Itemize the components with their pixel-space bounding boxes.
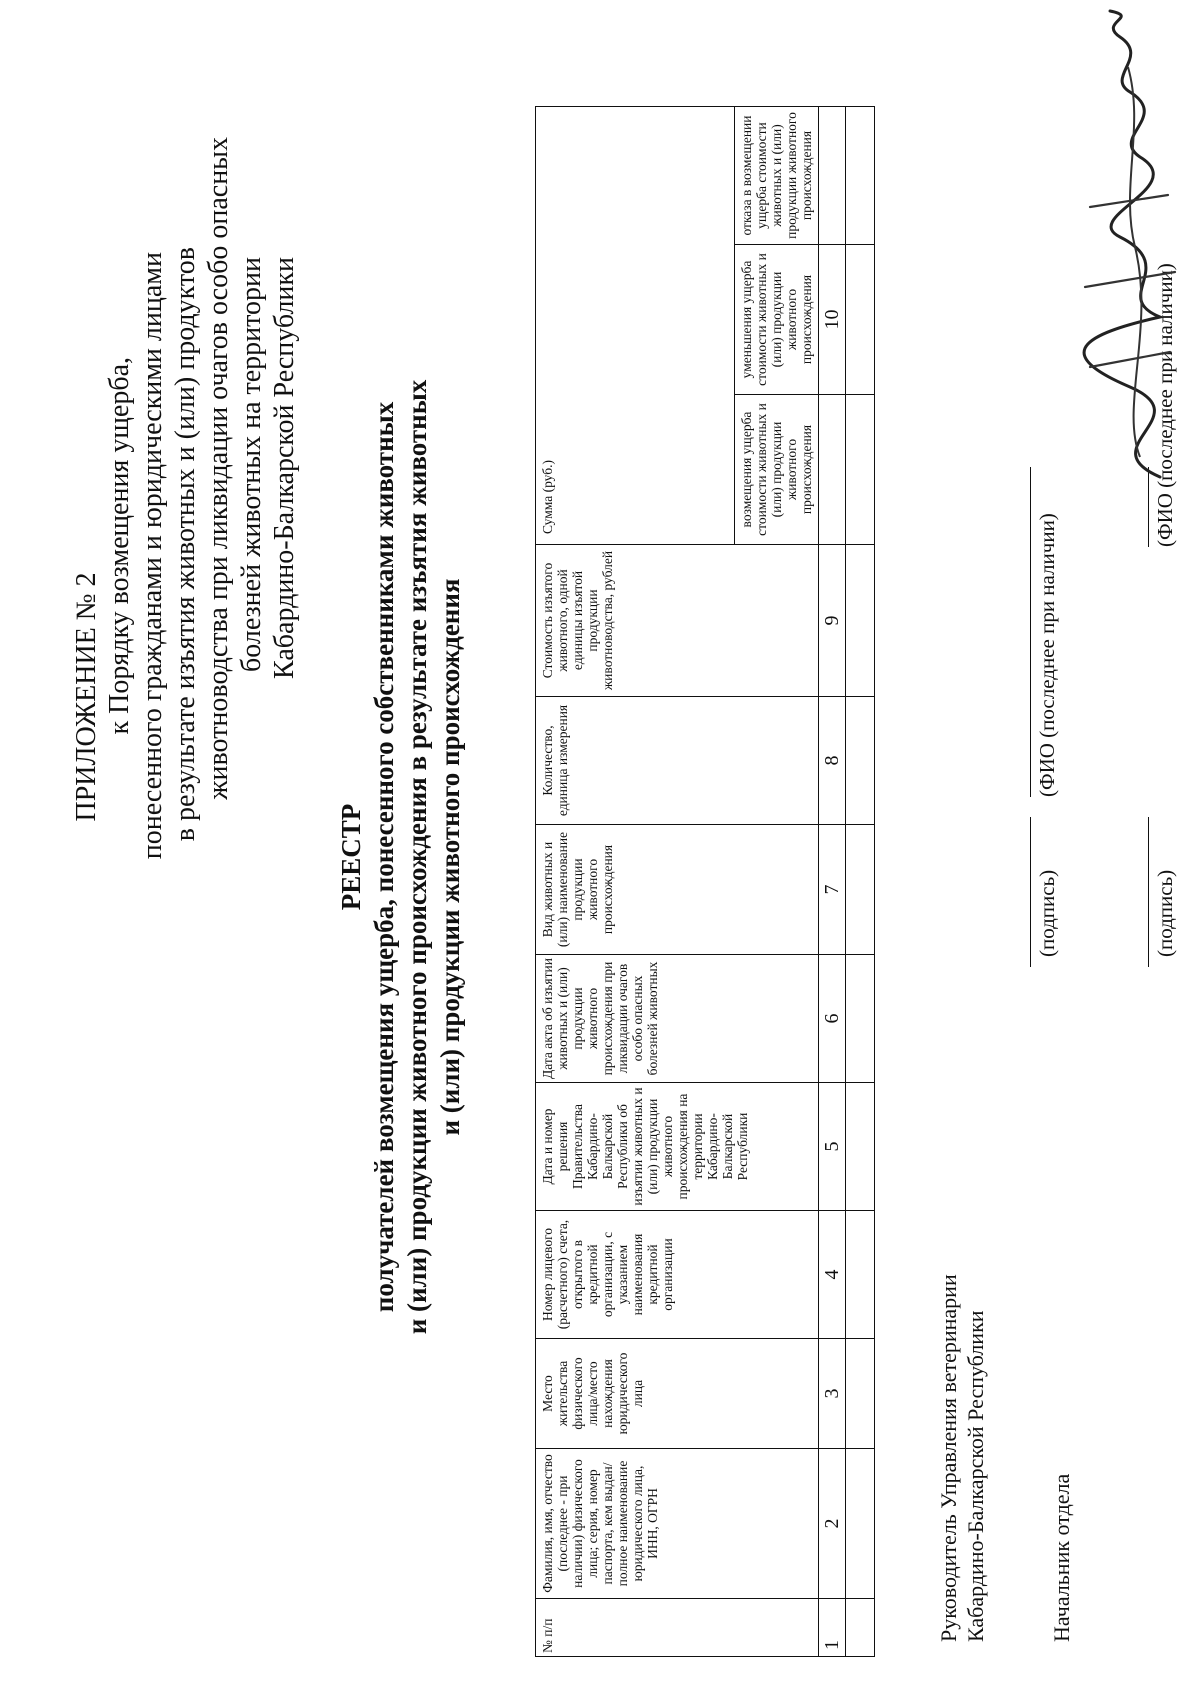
- table-cell: [846, 1449, 875, 1599]
- table-cell: [846, 545, 875, 697]
- header-address: Место жительства физического лица/место нахождения юридического лица: [536, 1339, 819, 1449]
- column-number: 10: [819, 245, 846, 395]
- column-number: 3: [819, 1339, 846, 1449]
- appendix-line: болезней животных на территории: [236, 257, 267, 672]
- header-animal-type: Вид животных и (или) наименование продукции животного происхождения: [536, 825, 819, 955]
- header-quantity: Количество, единица измерения: [536, 697, 819, 825]
- appendix-title: ПРИЛОЖЕНИЕ № 2: [71, 572, 102, 822]
- column-number: 7: [819, 825, 846, 955]
- subheader-compensation: возмещения ущерба стоимости животных и (или) продукции животного происхождения: [735, 395, 819, 545]
- column-number: 8: [819, 697, 846, 825]
- subheader-refusal: отказа в возмещении ущерба стоимости животных и (или) продукции животного происхождения: [735, 107, 819, 245]
- column-number-empty: [819, 107, 846, 245]
- subheader-reduction: уменьшения ущерба стоимости животных и (или) продукции животного происхождения: [735, 245, 819, 395]
- fio-label: (ФИО (последнее при наличии): [1035, 513, 1059, 797]
- column-number: 2: [819, 1449, 846, 1599]
- header-row: [536, 107, 735, 1657]
- table-cell: [846, 825, 875, 955]
- handwritten-signature: [1050, 7, 1200, 487]
- registry-line: и (или) продукции животного происхождения в результате изъятия животных: [402, 379, 432, 1335]
- registry-line: получателей возмещения ущерба, понесенного собственниками животных: [369, 401, 399, 1313]
- head-title-line: Руководитель Управления ветеринарии: [936, 1274, 961, 1642]
- table-row: [846, 107, 875, 1657]
- fio-line: [1030, 467, 1031, 797]
- registry-line: и (или) продукции животного происхождения: [435, 578, 465, 1136]
- table-cell: [846, 1339, 875, 1449]
- header-account: Номер лицевого (расчетного) счета, открытого в кредитной организации, с указанием наименования кредитной организации: [536, 1211, 819, 1339]
- column-number: 1: [819, 1599, 846, 1657]
- column-number: 6: [819, 955, 846, 1083]
- table-cell: [846, 1211, 875, 1339]
- appendix-block: [70, 137, 301, 1517]
- table-cell: [846, 955, 875, 1083]
- registry-heading: РЕЕСТР: [336, 803, 366, 911]
- header-unit-cost: Стоимость изъятого животного, одной единицы изъятой продукции животноводства, рублей: [536, 545, 819, 697]
- table-cell: [846, 1083, 875, 1211]
- table-cell: [846, 395, 875, 545]
- table-cell: [846, 697, 875, 825]
- column-number: 9: [819, 545, 846, 697]
- appendix-line: в результате изъятия животных и (или) продуктов: [170, 247, 201, 842]
- signature-line: [1148, 817, 1149, 967]
- header-act-date: Дата акта об изъятии животных и (или) продукции животного происхождения при ликвидации очагов особо опасных болезней животных: [536, 955, 819, 1083]
- registry-table: [535, 106, 875, 1657]
- table-cell: [846, 107, 875, 245]
- appendix-line: Кабардино-Балкарской Республики: [269, 257, 300, 679]
- table-cell: [846, 1599, 875, 1657]
- header-sum: Сумма (руб.): [536, 107, 735, 545]
- signature-label: (подпись): [1035, 869, 1059, 957]
- dept-head-title: Начальник отдела: [1049, 1473, 1074, 1642]
- column-number-empty: [819, 395, 846, 545]
- head-title-line: Кабардино-Балкарской Республики: [963, 1310, 988, 1642]
- signature-line: [1030, 817, 1031, 967]
- header-num: № п/п: [536, 1599, 819, 1657]
- header-recipient: Фамилия, имя, отчество (последнее - при наличии) физического лица; серия, номер паспорта, кем выдан/полное наименование юридического лица, ИНН, ОГРН: [536, 1449, 819, 1599]
- appendix-line: животноводства при ликвидации очагов особо опасных: [203, 137, 234, 800]
- registry-title-block: [335, 237, 467, 1477]
- column-number-row: [819, 107, 846, 1657]
- table-cell: [846, 245, 875, 395]
- appendix-line: к Порядку возмещения ущерба,: [104, 357, 135, 735]
- column-number: 5: [819, 1083, 846, 1211]
- column-number: 4: [819, 1211, 846, 1339]
- signature-label: (подпись): [1153, 869, 1177, 957]
- fio-label: (ФИО (последнее при наличии): [1153, 263, 1177, 547]
- appendix-line: понесенного гражданами и юридическими лицами: [137, 252, 168, 860]
- header-decision: Дата и номер решения Правительства Кабардино-Балкарской Республики об изъятии животных и (или) продукции животного происхождения на территории Кабардино-Балкарской Республики: [536, 1083, 819, 1211]
- head-title: [935, 1274, 989, 1642]
